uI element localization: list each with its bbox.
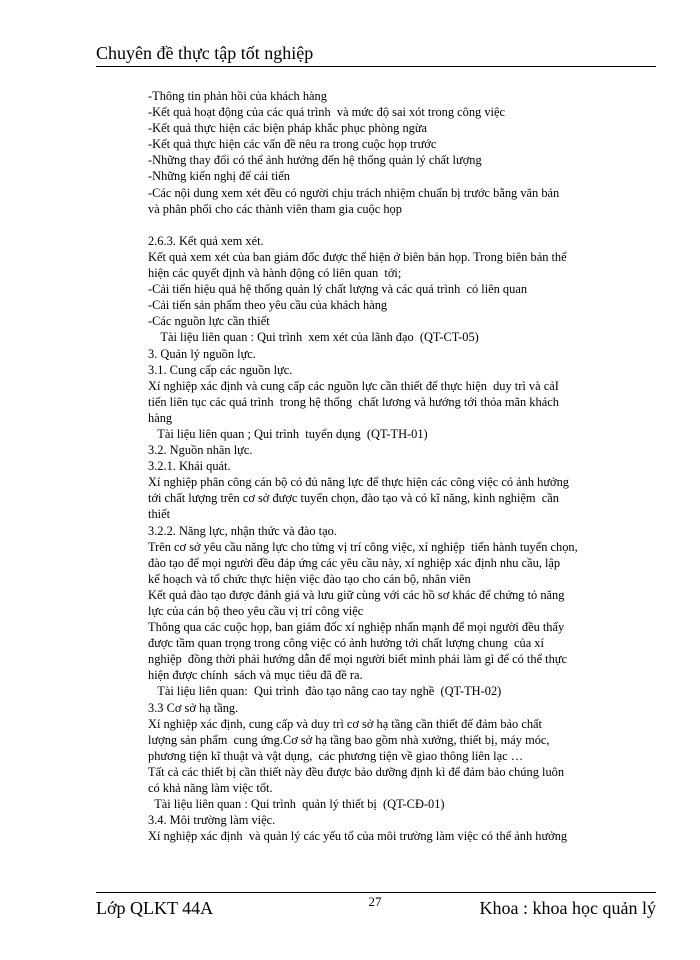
text-line: Trên cơ sở yêu cầu năng lực cho từng vị trí công việc, xí nghiệp tiến hành tuyển chọn,	[148, 539, 578, 554]
text-line: Kết quả đào tạo được đánh giá và lưu giữ cùng với các hồ sơ khác để chứng tỏ năng	[148, 587, 565, 602]
header-rule	[96, 66, 656, 67]
text-line: 3.4. Môi trường làm việc.	[148, 813, 276, 828]
text-line: -Kết quả thực hiện các biện pháp khắc phục phòng ngừa	[148, 121, 428, 136]
footer-faculty: Khoa : khoa học quản lý	[479, 898, 656, 918]
text-line: nghiệp đồng thời phải hướng dẫn để mọi người biết mình phải làm gì để có thể thực	[148, 652, 568, 667]
text-line: Xí nghiệp xác định và cung cấp các nguồn lực cần thiết để thực hiện duy trì và cảI	[148, 378, 559, 393]
text-line: lượng sản phẩm cung ứng.Cơ sở hạ tầng bao gồm nhà xưởng, thiết bị, máy móc,	[148, 732, 550, 747]
text-line: Thông qua các cuộc họp, ban giám đốc xí nghiệp nhấn mạnh để mọi người đều thấy	[148, 620, 565, 635]
text-line: 3.2.2. Năng lực, nhận thức và đào tạo.	[148, 523, 337, 538]
text-line: -Các nguồn lực cần thiết	[148, 314, 270, 329]
page-header-title: Chuyên đề thực tập tốt nghiệp	[96, 43, 314, 63]
text-line: 2.6.3. Kết quả xem xét.	[148, 233, 264, 248]
footer-rule	[96, 892, 656, 893]
text-line: Tài liệu liên quan: Qui trình đào tạo nâng cao tay nghề (QT-TH-02)	[148, 684, 502, 699]
text-line: tiến liên tục các quá trình trong hệ thống chất lương và hướng tới thỏa mãn khách	[148, 394, 559, 409]
text-line: Tài liệu liên quan : Qui trình quản lý thiết bị (QT-CĐ-01)	[148, 797, 445, 812]
text-line: -Kết quả hoạt động của các quá trình và mức độ sai xót trong công việc	[148, 105, 505, 120]
text-line: Xí nghiệp phân công cán bộ có đủ năng lực để thực hiện các công việc có ảnh hưởng	[148, 475, 569, 490]
text-line: được tầm quan trọng trong công việc có ảnh hưởng tới chất lượng chung của xí	[148, 636, 544, 651]
text-line: lực của cán bộ theo yêu cầu vị trí công việc	[148, 604, 364, 618]
text-line: -Những thay đổi có thể ảnh hưởng đến hệ thống quản lý chất lượng	[148, 153, 482, 168]
text-line: hiện được chính sách và mục tiêu đã đề ra.	[148, 668, 363, 683]
text-line: Xí nghiệp xác định và quản lý các yếu tố của môi trường làm việc có thể ảnh hưởng	[148, 829, 568, 844]
text-line: đào tạo để mọi người đều đáp ứng các yêu cầu này, xí nghiệp xác định nhu cầu, lập	[148, 555, 561, 570]
text-line: kế hoạch và tổ chức thực hiện việc đào tạo cho cán bộ, nhân viên	[148, 571, 471, 586]
text-line: và phân phối cho các thành viên tham gia cuộc họp	[148, 201, 402, 216]
text-line: Kết quả xem xét của ban giám đốc được thể hiện ở biên bản họp. Trong biên bản thể	[148, 249, 567, 264]
text-line: phương tiện kĩ thuật và vật dụng, các phương tiện về giao thông liên lạc …	[148, 748, 524, 763]
text-line: Xí nghiệp xác định, cung cấp và duy trì cơ sở hạ tầng cần thiết để đảm bảo chất	[148, 716, 542, 731]
text-line: có khả năng làm việc tốt.	[148, 781, 273, 796]
text-line: hàng	[148, 410, 173, 425]
text-line: tới chất lượng trên cơ sở được tuyển chọn, đào tạo và có kĩ năng, kinh nghiệm cần	[148, 491, 559, 506]
document-body	[148, 88, 654, 844]
text-line: thiết	[148, 507, 171, 522]
text-line: Tài liệu liên quan ; Qui trình tuyển dụng (QT-TH-01)	[148, 426, 428, 441]
text-line: hiện các quyết định và hành động có liên quan tới;	[148, 266, 402, 281]
text-line: -Kết quả thực hiện các vấn đề nêu ra trong cuộc họp trước	[148, 137, 437, 152]
text-line: 3.1. Cung cấp các nguồn lực.	[148, 362, 293, 377]
text-line: -Cải tiến sản phẩm theo yêu cầu của khách hàng	[148, 298, 388, 313]
footer-class: Lớp QLKT 44A	[96, 898, 214, 918]
page-number: 27	[368, 894, 382, 909]
text-line: -Thông tin phản hồi của khách hàng	[148, 89, 327, 103]
text-line: 3.2. Nguồn nhân lực.	[148, 443, 253, 458]
text-line: 3.3 Cơ sở hạ tầng.	[148, 700, 239, 715]
text-line: -Những kiến nghị để cải tiến	[148, 169, 290, 184]
blank-line	[148, 217, 654, 233]
text-line: Tất cả các thiết bị cần thiết này đều được bảo dưỡng định kì để đảm bảo chúng luôn	[148, 764, 565, 779]
text-line: 3. Quản lý nguồn lực.	[148, 346, 256, 361]
text-line: Tài liệu liên quan : Qui trình xem xét của lãnh đạo (QT-CT-05)	[148, 330, 479, 345]
text-line: -Cải tiến hiệu quả hệ thống quản lý chất lượng và các quá trình có liên quan	[148, 282, 528, 297]
text-line: -Các nội dung xem xét đều có người chịu trách nhiệm chuẩn bị trước bằng văn bản	[148, 185, 560, 200]
text-line: 3.2.1. Khái quát.	[148, 459, 231, 474]
